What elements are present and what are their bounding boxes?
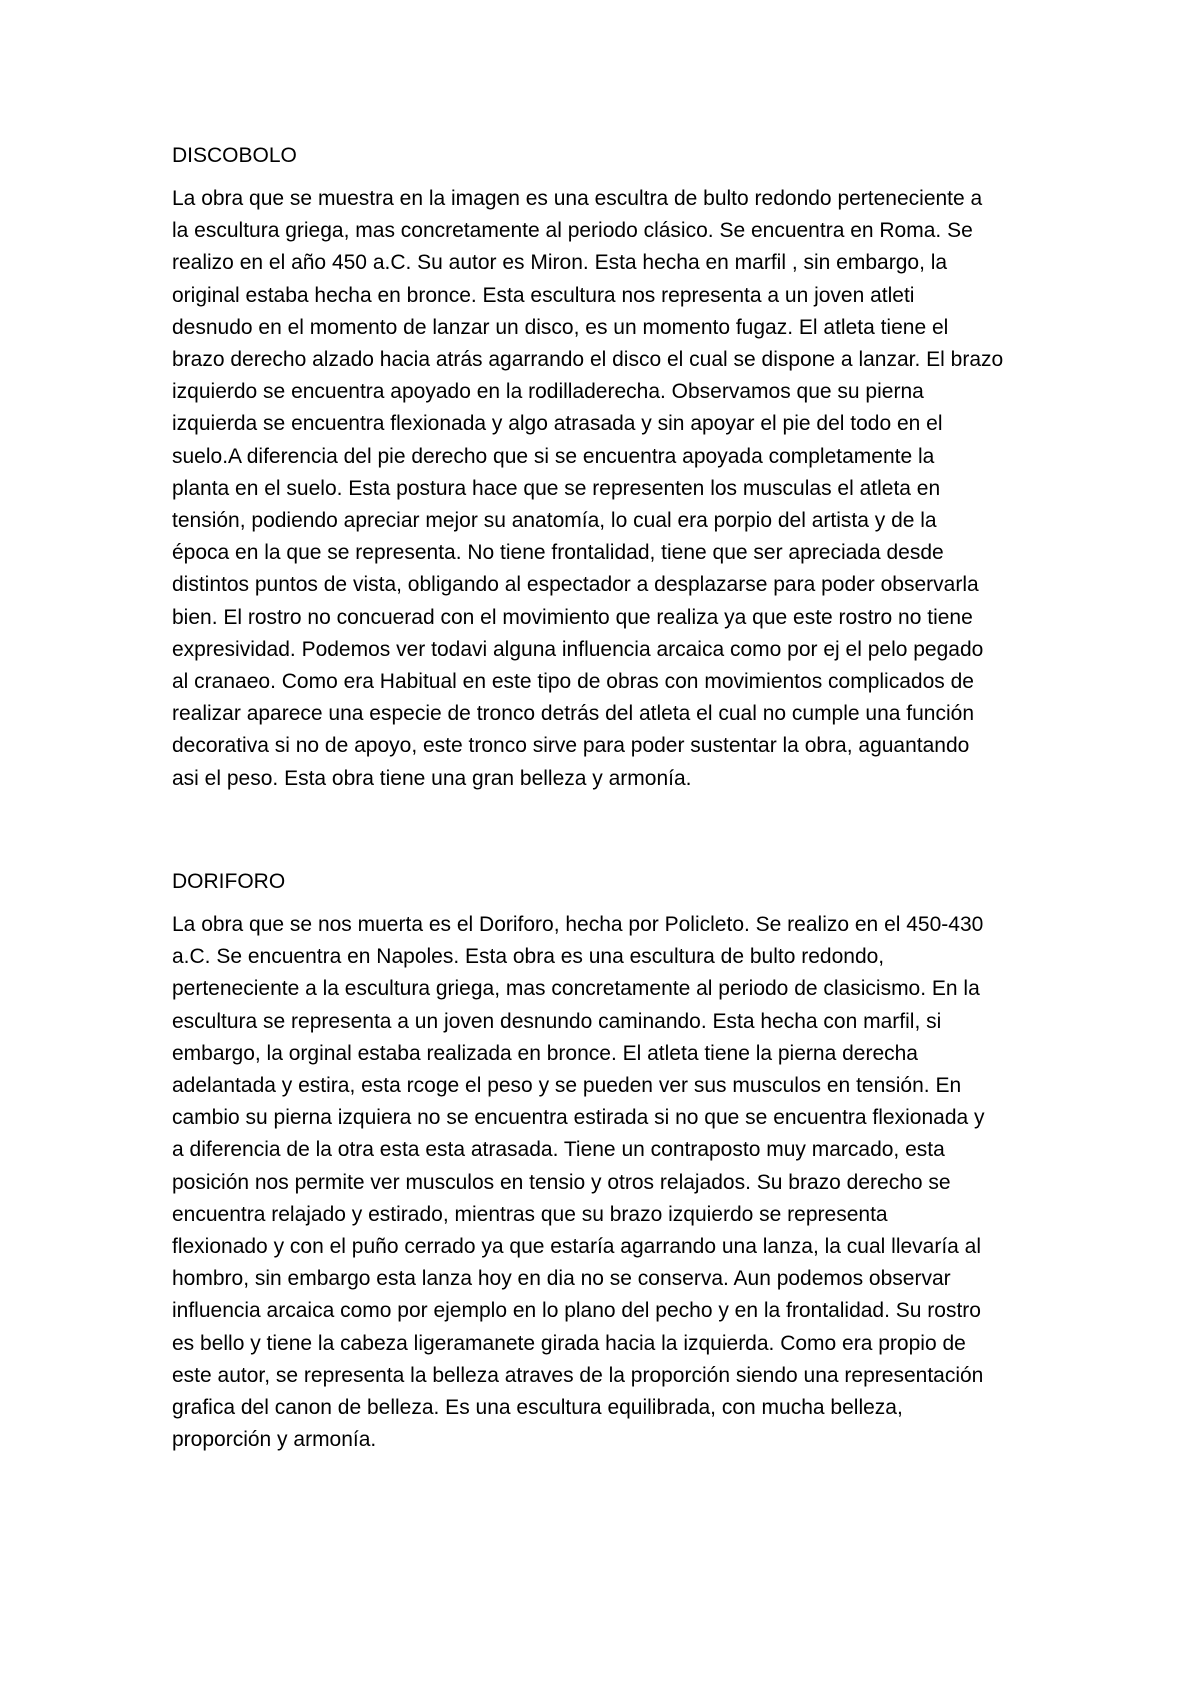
text-line: La obra que se muestra en la imagen es una escultra de bulto redondo perteneciente a (172, 187, 983, 210)
text-line: encuentra relajado y estirado, mientras que su brazo izquierdo se representa (172, 1202, 888, 1226)
text-line: distintos puntos de vista, obligando al espectador a desplazarse para poder observarla (172, 573, 979, 597)
text-line: perteneciente a la escultura griega, mas concretamente al periodo de clasicismo. En la (172, 977, 980, 1001)
section-doriforo (172, 866, 1042, 1456)
text-line: izquierdo se encuentra apoyado en la rodilladerecha. Observamos que su pierna (172, 380, 924, 404)
text-line: asi el peso. Esta obra tiene una gran belleza y armonía. (172, 766, 692, 790)
text-line: hombro, sin embargo esta lanza hoy en dia no se conserva. Aun podemos observar (172, 1267, 951, 1291)
text-line: a.C. Se encuentra en Napoles. Esta obra es una escultura de bulto redondo, (172, 945, 885, 969)
text-line: posición nos permite ver musculos en tensio y otros relajados. Su brazo derecho se (172, 1170, 951, 1194)
text-line: la escultura griega, mas concretamente al periodo clásico. Se encuentra en Roma. Se (172, 219, 973, 243)
text-line: a diferencia de la otra esta esta atrasada. Tiene un contraposto muy marcado, esta (172, 1138, 945, 1162)
section-title: DORIFORO (172, 870, 286, 893)
text-line: tensión, podiendo apreciar mejor su anatomía, lo cual era porpio del artista y de la (172, 509, 937, 533)
text-line: decorativa si no de apoyo, este tronco sirve para poder sustentar la obra, aguantando (172, 734, 970, 758)
text-line: época en la que se representa. No tiene frontalidad, tiene que ser apreciada desde (172, 541, 944, 565)
text-line: flexionado y con el puño cerrado ya que estaría agarrando una lanza, la cual llevaría al (172, 1235, 982, 1259)
text-line: este autor, se representa la belleza atraves de la proporción siendo una representación (172, 1363, 984, 1387)
text-line: planta en el suelo. Esta postura hace que se representen los musculas el atleta en (172, 476, 941, 500)
section-body (172, 909, 1042, 1456)
text-line: original estaba hecha en bronce. Esta escultura nos representa a un joven atleti (172, 283, 915, 307)
text-line: embargo, la orginal estaba realizada en bronce. El atleta tiene la pierna derecha (172, 1041, 918, 1065)
text-line: escultura se representa a un joven desnundo caminando. Esta hecha con marfil, si (172, 1009, 942, 1033)
text-line: cambio su pierna izquiera no se encuentra estirada si no que se encuentra flexionada y (172, 1106, 985, 1130)
text-line: bien. El rostro no concuerad con el movimiento que realiza ya que este rostro no tiene (172, 605, 973, 629)
text-line: izquierda se encuentra flexionada y algo atrasada y sin apoyar el pie del todo en el (172, 412, 943, 436)
text-line: suelo.A diferencia del pie derecho que si se encuentra apoyada completamente la (172, 444, 935, 468)
section-title: DISCOBOLO (172, 144, 297, 167)
text-line: realizar aparece una especie de tronco detrás del atleta el cual no cumple una función (172, 702, 975, 726)
text-line: desnudo en el momento de lanzar un disco, es un momento fugaz. El atleta tiene el (172, 315, 949, 339)
text-line: realizo en el año 450 a.C. Su autor es Miron. Esta hecha en marfil , sin embargo, la (172, 251, 948, 275)
text-line: adelantada y estira, esta rcoge el peso y se pueden ver sus musculos en tensión. En (172, 1074, 962, 1098)
section-discobolo (172, 140, 1042, 795)
text-line: brazo derecho alzado hacia atrás agarrando el disco el cual se dispone a lanzar. El brazo (172, 348, 1004, 372)
text-line: proporción y armonía. (172, 1428, 377, 1452)
section-body (172, 183, 1042, 795)
text-line: es bello y tiene la cabeza ligeramanete girada hacia la izquierda. Como era propio de (172, 1331, 966, 1355)
text-line: influencia arcaica como por ejemplo en lo plano del pecho y en la frontalidad. Su rostro (172, 1299, 981, 1323)
text-line: expresividad. Podemos ver todavi alguna influencia arcaica como por ej el pelo pegado (172, 637, 984, 661)
text-line: La obra que se nos muerta es el Doriforo, hecha por Policleto. Se realizo en el 450-430 (172, 913, 984, 936)
text-line: al cranaeo. Como era Habitual en este tipo de obras con movimientos complicados de (172, 670, 974, 694)
text-line: grafica del canon de belleza. Es una escultura equilibrada, con mucha belleza, (172, 1396, 903, 1420)
